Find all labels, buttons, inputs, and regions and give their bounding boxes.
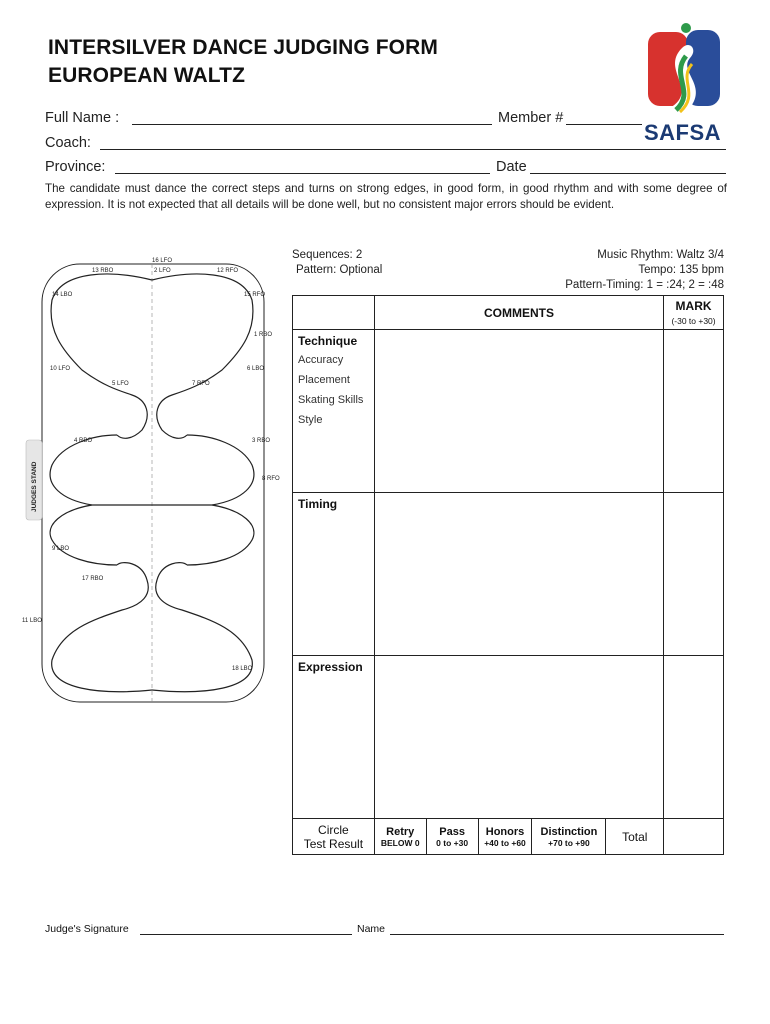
total-label: Total — [606, 819, 664, 855]
full-name-line[interactable] — [132, 124, 492, 125]
mark-header — [664, 296, 724, 330]
full-name-label: Full Name : — [45, 110, 120, 126]
rink-step-label: 2 LFO — [154, 268, 171, 274]
distinction-range: +70 to +90 — [548, 837, 590, 848]
tempo-text: Tempo: 135 bpm — [638, 264, 724, 276]
title-line-2: EUROPEAN WALTZ — [48, 64, 246, 87]
mark-label: MARK — [675, 299, 712, 313]
technique-item: Accuracy — [298, 354, 344, 366]
honors-range: +40 to +60 — [484, 837, 526, 848]
technique-cell — [293, 330, 375, 493]
technique-item: Placement — [298, 374, 350, 386]
header-blank-cell — [293, 296, 375, 330]
rink-step-label: 16 LFO — [152, 258, 173, 264]
rink-step-label: 14 LBO — [52, 292, 73, 298]
timing-mark[interactable] — [664, 493, 724, 656]
test-result-table — [292, 818, 724, 855]
distinction-option[interactable] — [532, 819, 606, 855]
pass-option[interactable] — [426, 819, 478, 855]
rink-step-label: 18 LBO — [232, 666, 253, 672]
member-line[interactable] — [566, 124, 642, 125]
rink-step-label: 9 LBO — [52, 546, 70, 552]
dance-pattern-diagram — [22, 250, 282, 720]
expression-comments[interactable] — [374, 656, 663, 819]
logo-text: SAFSA — [644, 120, 722, 145]
rink-step-label: 10 LFO — [50, 366, 71, 372]
rink-step-label: 15 RFO — [244, 292, 266, 298]
name-label: Name — [357, 923, 386, 935]
test-result-label: Test Result — [303, 836, 364, 851]
retry-option[interactable] — [374, 819, 426, 855]
judging-table — [292, 295, 724, 819]
member-label: Member # — [498, 110, 564, 126]
logo-emblem-icon — [640, 20, 726, 120]
date-line[interactable] — [530, 173, 726, 174]
distinction-label: Distinction — [540, 825, 598, 838]
expression-mark[interactable] — [664, 656, 724, 819]
pass-label: Pass — [439, 825, 465, 838]
sequences-text: Sequences: 2 — [292, 249, 363, 261]
timing-comments[interactable] — [374, 493, 663, 656]
coach-line[interactable] — [100, 149, 726, 150]
rink-step-label: 3 RBO — [252, 438, 271, 444]
comments-header: COMMENTS — [374, 296, 663, 330]
honors-label: Honors — [485, 825, 525, 838]
pass-range: 0 to +30 — [436, 837, 469, 848]
province-label: Province: — [45, 159, 106, 175]
rink-step-label: 11 LBO — [22, 618, 42, 624]
technique-comments[interactable] — [374, 330, 663, 493]
music-text: Music Rhythm: Waltz 3/4 — [597, 249, 724, 261]
rink-step-label: 17 RBO — [82, 576, 104, 582]
province-line[interactable] — [115, 173, 490, 174]
technique-mark[interactable] — [664, 330, 724, 493]
circle-test-result-cell — [293, 819, 375, 855]
name-line[interactable] — [390, 934, 724, 935]
coach-label: Coach: — [45, 135, 91, 151]
mark-range: (-30 to +30) — [671, 316, 716, 326]
expression-label: Expression — [298, 660, 363, 674]
signature-line[interactable] — [140, 934, 352, 935]
rink-step-label: 7 RFO — [192, 381, 210, 387]
honors-option[interactable] — [478, 819, 532, 855]
rink-step-label: 13 RBO — [92, 268, 114, 274]
form-title — [48, 34, 438, 90]
date-label: Date — [496, 159, 527, 175]
rink-step-label: 12 RFO — [217, 268, 239, 274]
rink-step-label: 1 RBO — [254, 332, 273, 338]
signature-label: Judge's Signature — [45, 923, 129, 935]
retry-range: BELOW 0 — [380, 837, 420, 848]
instructions-text: The candidate must dance the correct steps and turns on strong edges, in good form, in good rhythm and with some degree of expression. It is not expected that all details will be done well, but no consistent major errors should be evident. — [45, 182, 727, 211]
expression-cell — [293, 656, 375, 819]
retry-label: Retry — [386, 825, 415, 838]
technique-item: Skating Skills — [298, 394, 364, 406]
rink-step-label: 8 RFO — [262, 476, 280, 482]
total-value[interactable] — [664, 819, 724, 855]
pattern-text: Pattern: Optional — [296, 264, 383, 276]
rink-step-label: 4 RBO — [74, 438, 93, 444]
title-line-1: INTERSILVER DANCE JUDGING FORM — [48, 36, 438, 59]
technique-item: Style — [298, 414, 323, 426]
timing-text: Pattern-Timing: 1 = :24; 2 = :48 — [565, 279, 724, 291]
safsa-logo — [640, 20, 726, 150]
rink-step-label: 6 LBO — [247, 366, 265, 372]
rink-step-label: 5 LFO — [112, 381, 129, 387]
circle-label: Circle — [318, 822, 349, 837]
technique-label: Technique — [298, 334, 358, 348]
judges-stand-label: JUDGES STAND — [31, 461, 38, 512]
timing-cell — [293, 493, 375, 656]
timing-label: Timing — [298, 497, 338, 511]
